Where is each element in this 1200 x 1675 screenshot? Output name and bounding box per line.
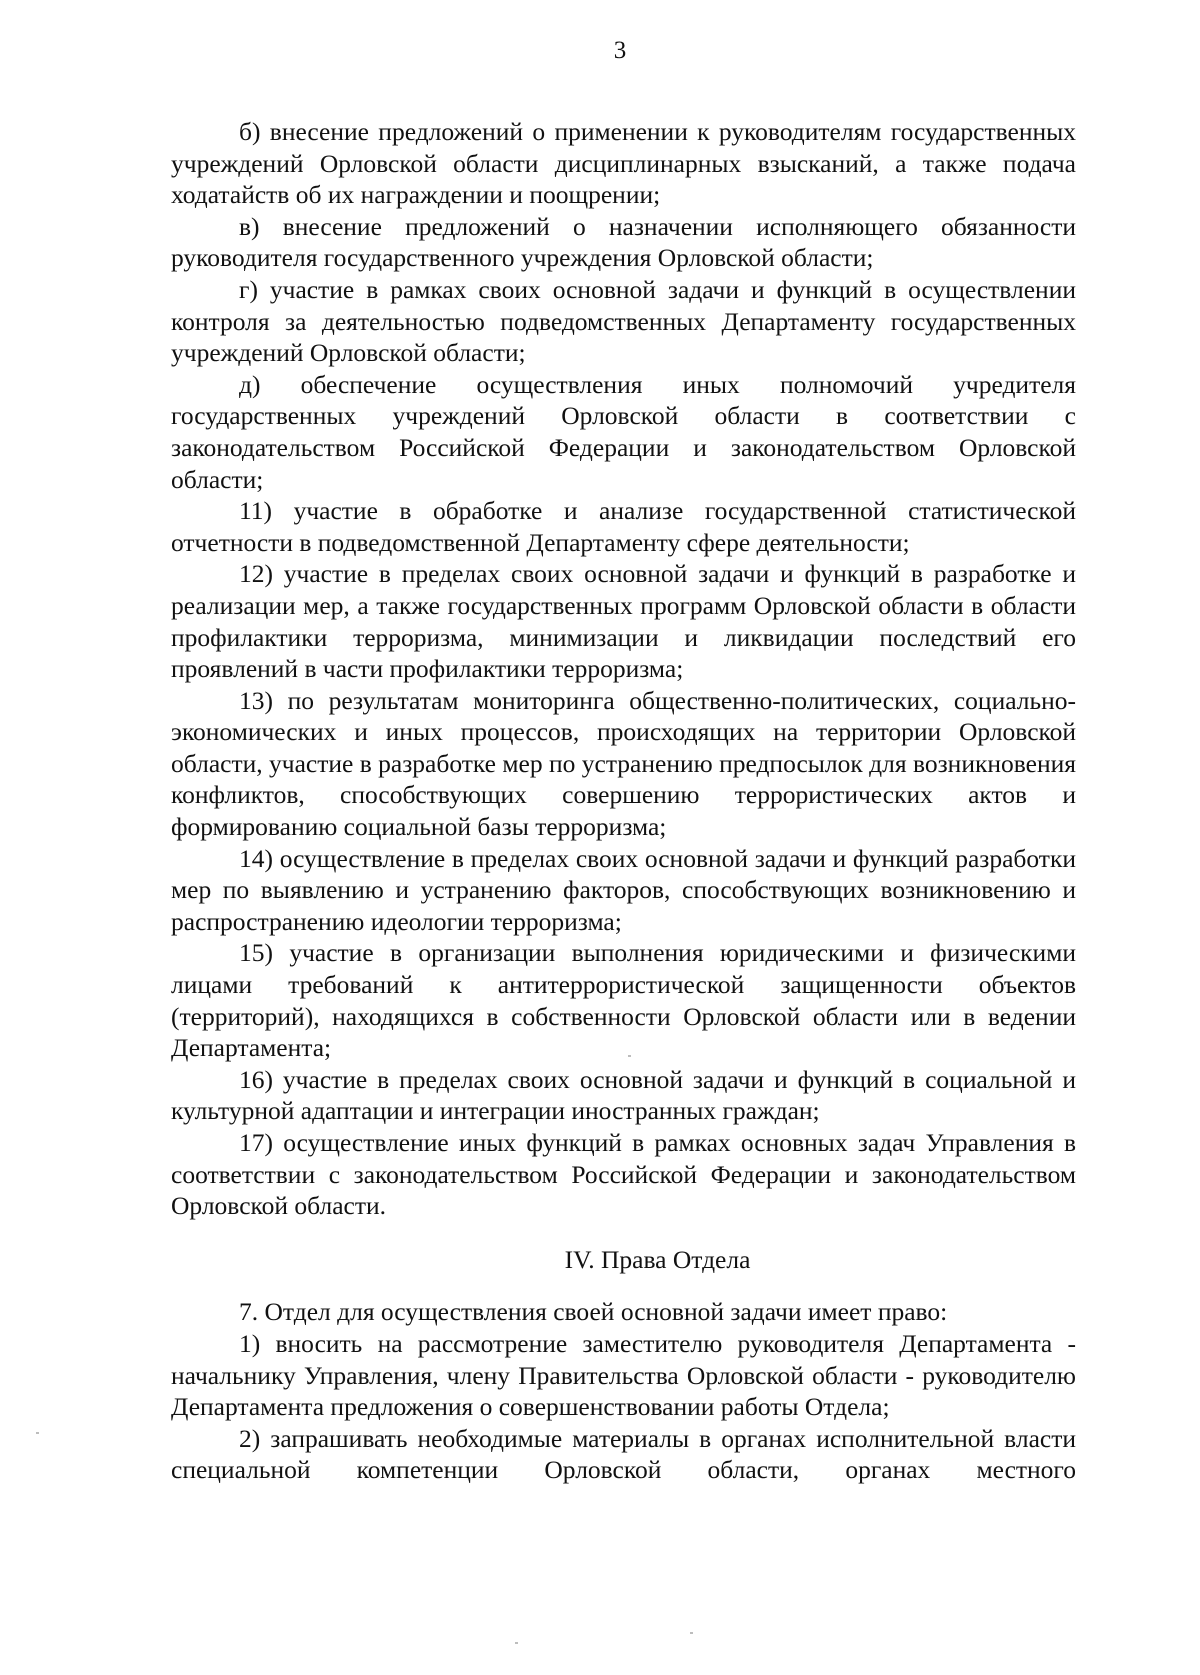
scan-speck — [690, 1632, 693, 1634]
paragraph-b: б) внесение предложений о применении к руководителям государственных учреждений Орловской области дисциплинарных взысканий, а также подача ходатайств об их награждении и поощрении; — [171, 117, 1076, 210]
paragraph-15: 15) участие в организации выполнения юридическими и физическими лицами требований к антитеррористической защищенности объектов (территорий), находящихся в собственности Орловской области или в ведении Департамента; — [171, 938, 1076, 1063]
paragraph-7: 7. Отдел для осуществления своей основной задачи имеет право: — [239, 1297, 948, 1327]
paragraph-12: 12) участие в пределах своих основной задачи и функций в разработке и реализации мер, а также государственных программ Орловской области в области профилактики терроризма, минимизации и ликвидации последствий его проявлений в части профилактики терроризма; — [171, 559, 1076, 684]
scan-speck — [628, 1055, 631, 1057]
paragraph-g: г) участие в рамках своих основной задачи и функций в осуществлении контроля за деятельностью подведомственных Департаменту государственных учреждений Орловской области; — [171, 274, 1076, 368]
paragraph-7-1: 1) вносить на рассмотрение заместителю руководителя Департамента - начальнику Управления, члену Правительства Орловской области - руководителю Департамента предложения о совершенствовании работы Отдела; — [171, 1328, 1076, 1422]
paragraph-16: 16) участие в пределах своих основной задачи и функций в социальной и культурной адаптации и интеграции иностранных граждан; — [171, 1064, 1076, 1126]
document-body — [171, 116, 1076, 1486]
scan-speck — [515, 1642, 518, 1644]
paragraph-11: 11) участие в обработке и анализе государственной статистической отчетности в подведомственной Департаменту сфере деятельности; — [171, 496, 1076, 557]
page-number: 3 — [613, 37, 627, 64]
paragraph-v: в) внесение предложений о назначении исполняющего обязанности руководителя государственного учреждения Орловской области; — [171, 211, 1076, 273]
paragraph-7-2: 2) запрашивать необходимые материалы в органах исполнительной власти специальной компетенции Орловской области, органах местного — [171, 1423, 1076, 1485]
section-heading: IV. Права Отдела — [564, 1244, 751, 1274]
paragraph-13: 13) по результатам мониторинга общественно-политических, социально-экономических и иных процессов, происходящих на территории Орловской области, участие в разработке мер по устранению предпосылок для возникновения конфликтов, способствующих совершению террористических актов и формированию социальной базы терроризма; — [171, 685, 1076, 842]
paragraph-d: д) обеспечение осуществления иных полномочий учредителя государственных учреждений Орловской области в соответствии с законодательством Российской Федерации и законодательством Орловской области; — [171, 369, 1076, 494]
paragraph-17: 17) осуществление иных функций в рамках основных задач Управления в соответствии с законодательством Российской Федерации и законодательством Орловской области. — [171, 1128, 1076, 1221]
scan-speck — [36, 1432, 39, 1434]
paragraph-14: 14) осуществление в пределах своих основной задачи и функций разработки мер по выявлению и устранению факторов, способствующих возникновению и распространению идеологии терроризма; — [171, 843, 1076, 936]
